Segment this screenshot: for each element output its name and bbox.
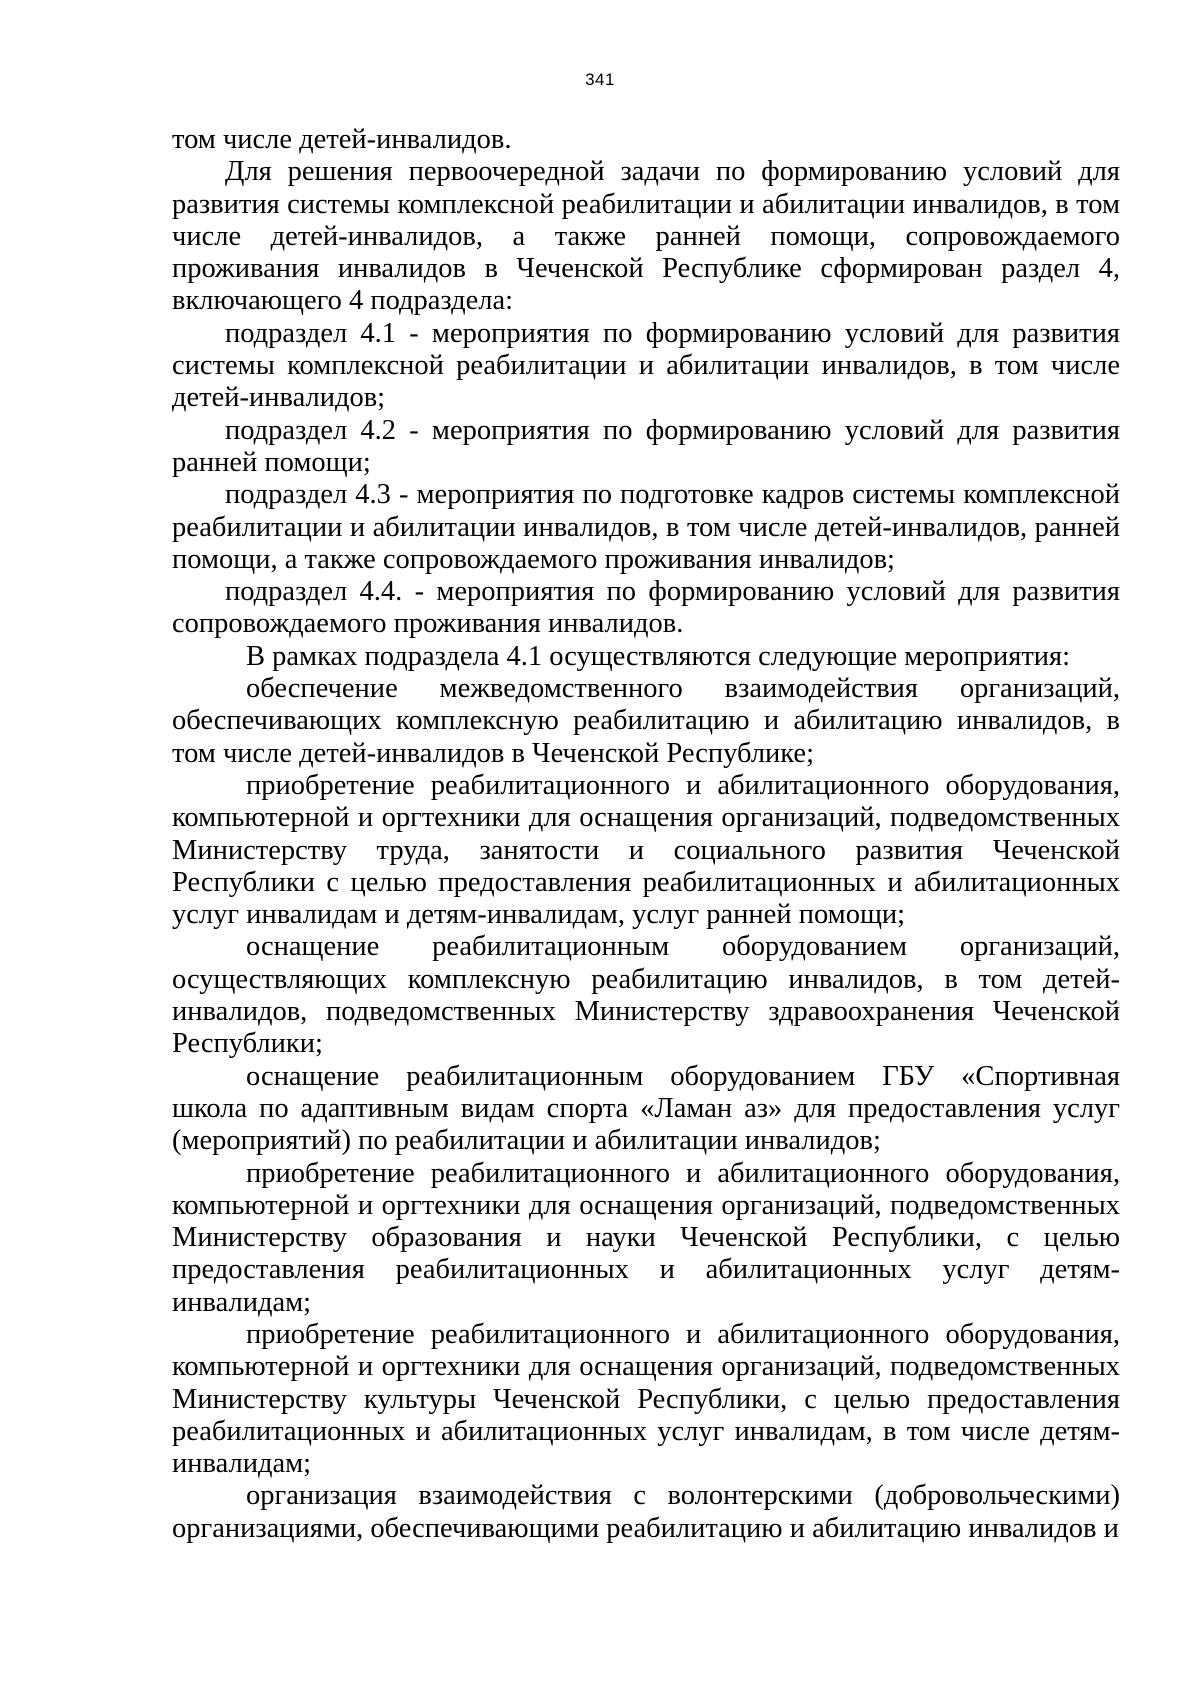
paragraph: том числе детей-инвалидов. [172,124,512,155]
paragraph: организация взаимодействия с волонтерскими (добровольческими) организациями, обеспечивающими реабилитацию и абилитацию инвалидов и [172,1480,1120,1544]
paragraph: В рамках подраздела 4.1 осуществляются следующие мероприятия: [246,640,1071,672]
paragraph: оснащение реабилитационным оборудованием ГБУ «Спортивная школа по адаптивным видам спорта «Ламан аз» для предоставления услуг (мероприятий) по реабилитации и абилитации инвалидов; [172,1060,1120,1157]
paragraph: подраздел 4.2 - мероприятия по формированию условий для развития ранней помощи; [172,414,1120,478]
paragraph: обеспечение межведомственного взаимодействия организаций, обеспечивающих комплексную реабилитацию и абилитацию инвалидов, в том числе детей-инвалидов в Чеченской Республике; [172,673,1120,769]
paragraph: приобретение реабилитационного и абилитационного оборудования, компьютерной и оргтехники для оснащения организаций, подведомственных Министерству труда, занятости и социального развития Чеченской Республики с целью предоставления реабилитационных и абилитационных услуг инвалидам и детям-инвалидам, услуг ранней помощи; [172,769,1120,931]
paragraph: приобретение реабилитационного и абилитационного оборудования, компьютерной и оргтехники для оснащения организаций, подведомственных Министерству культуры Чеченской Республики, с целью предоставления реабилитационных и абилитационных услуг инвалидам, в том числе детям-инвалидам; [172,1318,1120,1480]
document-body [172,124,1120,1545]
paragraph: оснащение реабилитационным оборудованием организаций, осуществляющих комплексную реабилитацию инвалидов, в том детей-инвалидов, подведомственных Министерству здравоохранения Чеченской Республики; [172,931,1120,1060]
paragraph: приобретение реабилитационного и абилитационного оборудования, компьютерной и оргтехники для оснащения организаций, подведомственных Министерству образования и науки Чеченской Республики, с целью предоставления реабилитационных и абилитационных услуг детям-инвалидам; [172,1157,1120,1318]
page-number: 341 [585,70,615,89]
paragraph: подраздел 4.4. - мероприятия по формированию условий для развития сопровождаемого проживания инвалидов. [172,576,1120,640]
paragraph: Для решения первоочередной задачи по формированию условий для развития системы комплексной реабилитации и абилитации инвалидов, в том числе детей-инвалидов, а также ранней помощи, сопровождаемого проживания инвалидов в Чеченской Республике сформирован раздел 4, включающего 4 подраздела: [172,156,1120,317]
paragraph: подраздел 4.1 - мероприятия по формированию условий для развития системы комплексной реабилитации и абилитации инвалидов, в том числе детей-инвалидов; [172,317,1120,414]
paragraph: подраздел 4.3 - мероприятия по подготовке кадров системы комплексной реабилитации и абилитации инвалидов, в том числе детей-инвалидов, ранней помощи, а также сопровождаемого проживания инвалидов; [172,479,1120,575]
